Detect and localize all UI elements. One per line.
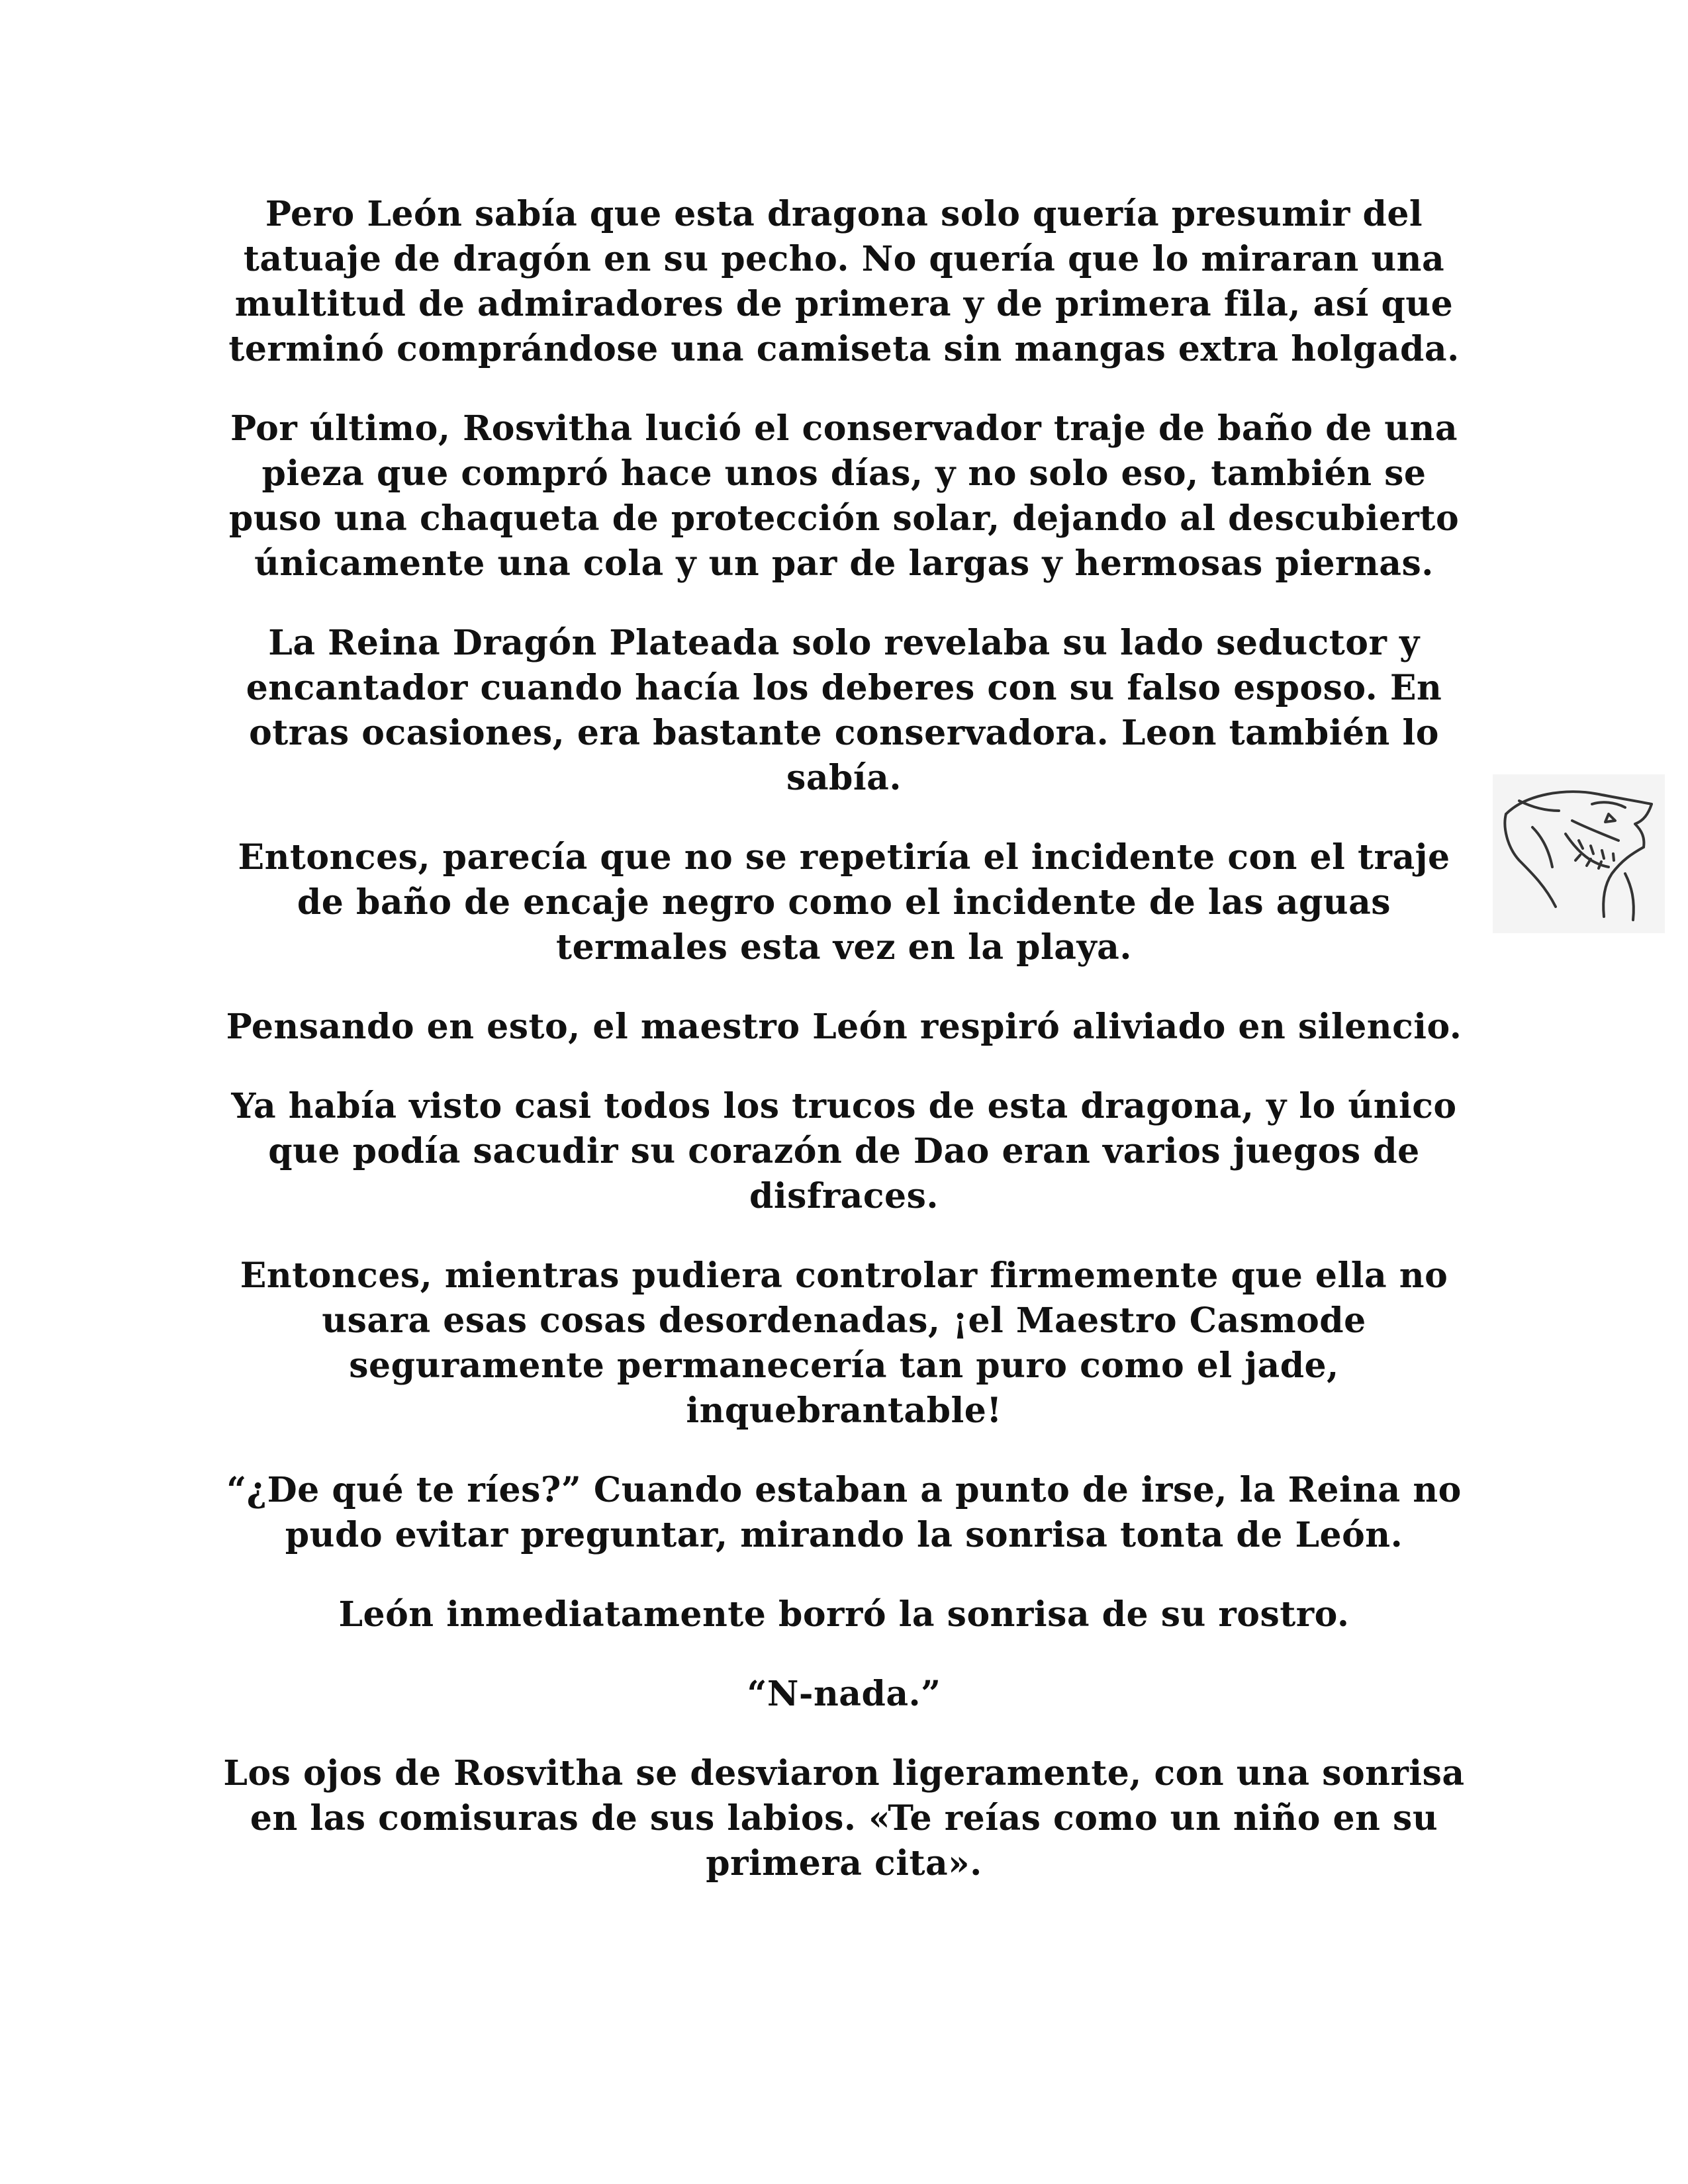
paragraph-10: “N-nada.” [747,1674,941,1714]
paragraph-11: Los ojos de Rosvitha se desviaron ligeramente, con una sonrisa en las comisuras de sus labios. «Te reías como un niño en su primera cita». [223,1753,1465,1884]
paragraph-6: Ya había visto casi todos los trucos de esta dragona, y lo único que podía sacudir su corazón de Dao eran varios juegos de disfraces. [231,1086,1457,1216]
paragraph-1: Pero León sabía que esta dragona solo quería presumir del tatuaje de dragón en su pecho. No quería que lo miraran una multitud de admiradores de primera y de primera fila, así que terminó comprándose una camiseta sin mangas extra holgada. [228,194,1460,369]
paragraph-7: Entonces, mientras pudiera controlar firmemente que ella no usara esas cosas desordenadas, ¡el Maestro Casmode seguramente permanecería tan puro como el jade, inquebrantable! [240,1255,1448,1431]
paragraph-9: León inmediatamente borró la sonrisa de su rostro. [338,1594,1350,1635]
paragraph-3: La Reina Dragón Plateada solo revelaba su lado seductor y encantador cuando hacía los deberes con su falso esposo. En otras ocasiones, era bastante conservadora. Leon también lo sabía. [246,623,1442,798]
paragraph-8: “¿De qué te ríes?” Cuando estaban a punto de irse, la Reina no pudo evitar preguntar, mirando la sonrisa tonta de León. [226,1470,1462,1555]
paragraph-2: Por último, Rosvitha lució el conservador traje de baño de una pieza que compró hace unos días, y no solo eso, también se puso una chaqueta de protección solar, dejando al descubierto únicamente una cola y un par de largas y hermosas piernas. [228,408,1460,584]
paragraph-4: Entonces, parecía que no se repetiría el incidente con el traje de baño de encaje negro como el incidente de las aguas termales esta vez en la playa. [238,837,1450,968]
paragraph-5: Pensando en esto, el maestro León respiró aliviado en silencio. [226,1007,1462,1047]
dragon-head-icon [1493,774,1665,933]
story-text [218,192,1470,1921]
